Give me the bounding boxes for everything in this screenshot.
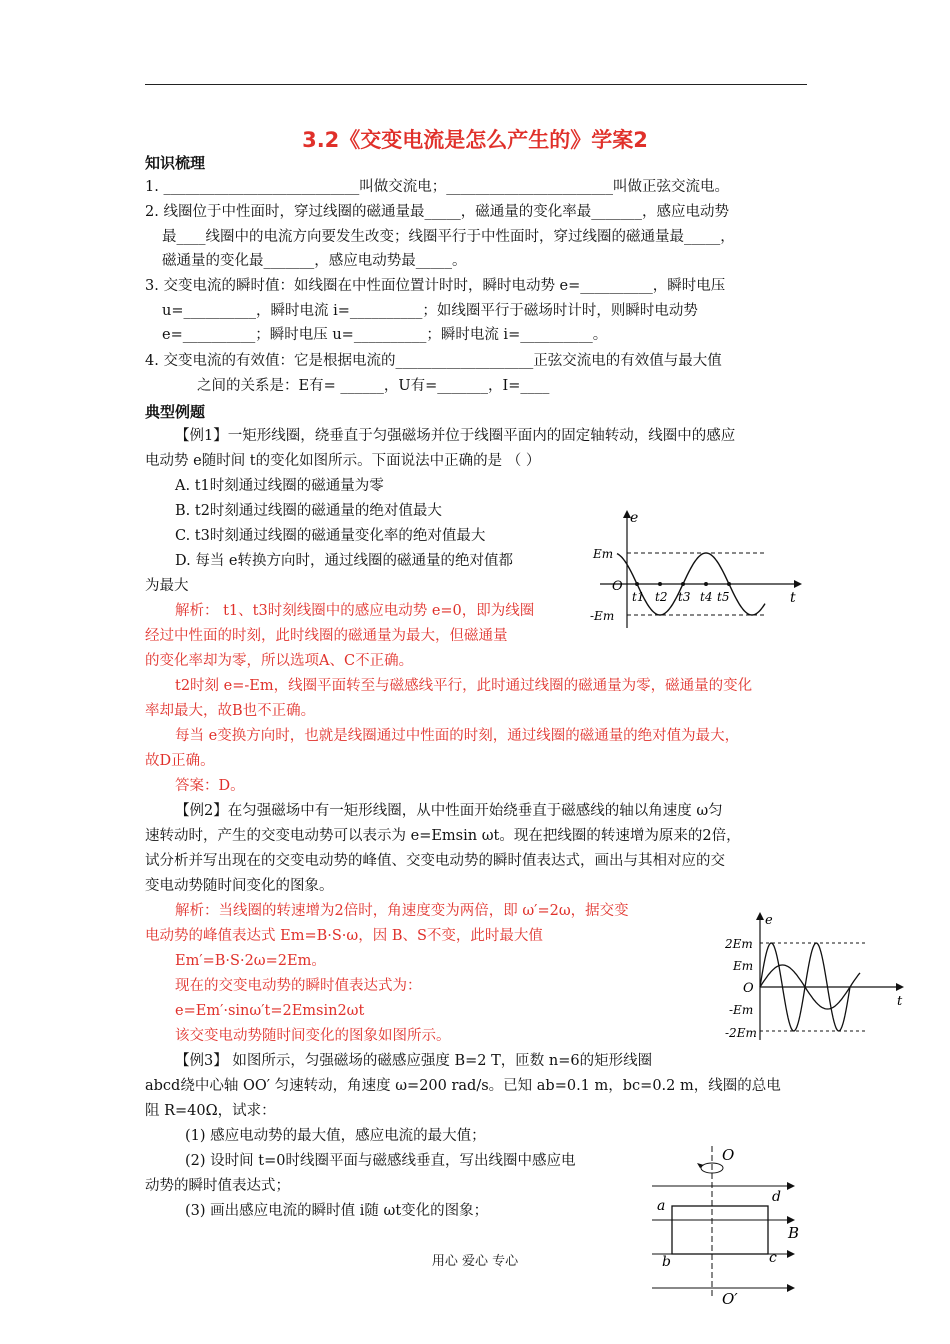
- fig1-tick-t1: [635, 582, 639, 586]
- fig1-t3-label: t3: [678, 590, 691, 604]
- fig2-neg-em-label: -Em: [729, 1003, 754, 1017]
- page-footer: 用心 爱心 专心: [431, 1254, 519, 1269]
- example3-line-2: abcd绕中心轴 OO′ 匀速转动，角速度 ω=200 rad/s。已知 ab=0.1 m，bc=0.2 m，线圈的总电: [145, 1078, 781, 1094]
- example1-option-d-line-1: D. 每当 e转换方向时，通过线圈的磁通量的绝对值都: [175, 553, 514, 569]
- fig2-t-label: t: [897, 994, 903, 1009]
- example2-line-4: 变电动势随时间变化的图象。: [145, 878, 334, 894]
- example2-solution-line-5: e=Em′·sinω′t=2Emsin2ωt: [175, 1003, 365, 1019]
- example2-line-3: 试分析并写出现在的交变电动势的峰值、交变电动势的瞬时值表达式，画出与其相对应的交: [145, 853, 725, 869]
- knowledge-item-3-line-2: u=__________，瞬时电流 i=__________；如线圈平行于磁场时计时，则瞬时电动势: [162, 303, 698, 319]
- fig1-t2-label: t2: [655, 590, 668, 604]
- section-heading-knowledge: 知识梳理: [145, 154, 206, 172]
- fig1-em-label: Em: [593, 547, 614, 561]
- figure-1-emf-graph: [590, 508, 810, 633]
- example2-solution-line-6: 该交变电动势随时间变化的图象如图所示。: [175, 1028, 451, 1044]
- knowledge-item-2-line-3: 磁通量的变化最_______，感应电动势最_____。: [162, 253, 467, 269]
- example1-option-c: C. t3时刻通过线圈的磁通量变化率的绝对值最大: [175, 528, 486, 544]
- example1-solution-line-3: 的变化率却为零，所以选项A、C不正确。: [145, 653, 414, 669]
- example1-solution-line-2: 经过中性面的时刻，此时线圈的磁通量为最大，但磁通量: [145, 628, 508, 644]
- example2-solution-line-4: 现在的交变电动势的瞬时值表达式为：: [175, 978, 422, 994]
- fig2-em-label: Em: [733, 959, 754, 973]
- example2-solution-line-2: 电动势的峰值表达式 Em=B·S·ω，因 B、S不变，此时最大值: [145, 928, 543, 944]
- example3-line-1: 【例3】 如图所示，匀强磁场的磁感应强度 B=2 T，匝数 n=6的矩形线圈: [175, 1053, 653, 1069]
- knowledge-item-4-line-1: 4. 交变电流的有效值：它是根据电流的___________________正弦交流电的有效值与最大值: [145, 353, 722, 369]
- knowledge-item-2-line-2: 最____线圈中的电流方向要发生改变；线圈平行于中性面时，穿过线圈的磁通量最_____，: [162, 229, 735, 245]
- fig3-coil-abcd: [672, 1206, 768, 1254]
- fig3-label-b-field: B: [788, 1224, 800, 1242]
- example1-line-1: 【例1】一矩形线圈，绕垂直于匀强磁场并位于线圈平面内的固定轴转动，线圈中的感应: [175, 428, 736, 444]
- fig1-tick-t4: [704, 582, 708, 586]
- fig3-label-d: d: [772, 1189, 781, 1205]
- fig1-t-axis-arrow: [794, 580, 802, 588]
- fig1-e-label: e: [630, 510, 639, 526]
- fig3-field-arrow-4: [787, 1284, 795, 1292]
- example3-question-1: (1) 感应电动势的最大值，感应电流的最大值；: [185, 1128, 486, 1144]
- fig3-field-arrow-1: [787, 1182, 795, 1190]
- page-title: 3.2《交变电流是怎么产生的》学案2: [302, 128, 648, 152]
- example2-line-1: 【例2】在匀强磁场中有一矩形线圈，从中性面开始绕垂直于磁感线的轴以角速度 ω匀: [175, 803, 723, 819]
- example2-line-2: 速转动时，产生的交变电动势可以表示为 e=Emsin ωt。现在把线圈的转速增为原来的2倍，: [145, 828, 741, 844]
- example2-solution-line-3: Em′=B·S·2ω=2Em。: [175, 953, 326, 969]
- fig1-neg-em-label: -Em: [590, 609, 615, 623]
- fig1-t4-label: t4: [700, 590, 713, 604]
- example2-solution-line-1: 解析：当线圈的转速增为2倍时，角速度变为两倍，即 ω′=2ω，据交变: [175, 903, 629, 919]
- fig1-t1-label: t1: [632, 590, 645, 604]
- header-rule: [145, 84, 807, 85]
- knowledge-item-2-line-1: 2. 线圈位于中性面时，穿过线圈的磁通量最_____，磁通量的变化率最_______，感应电动势: [145, 204, 729, 220]
- example3-question-2-line-1: (2) 设时间 t=0时线圈平面与磁感线垂直，写出线圈中感应电: [185, 1153, 576, 1169]
- fig3-label-c: c: [769, 1250, 777, 1266]
- figure-2-doubled-emf-graph: [725, 910, 910, 1045]
- knowledge-item-3-line-3: e=__________；瞬时电压 u=__________；瞬时电流 i=__________。: [162, 327, 608, 343]
- fig1-t-label: t: [790, 590, 796, 606]
- example1-solution-line-1: 解析： t1、t3时刻线圈中的感应电动势 e=0，即为线圈: [175, 603, 535, 619]
- fig2-origin-label: O: [743, 981, 754, 996]
- example1-option-a: A. t1时刻通过线圈的磁通量为零: [175, 478, 384, 494]
- example1-solution-line-7: 故D正确。: [145, 753, 215, 769]
- fig3-field-arrow-3: [787, 1250, 795, 1258]
- fig1-tick-t5: [727, 582, 731, 586]
- fig3-label-o: O: [722, 1146, 735, 1164]
- fig3-rotation-arrowhead-icon: [697, 1163, 704, 1168]
- fig2-e-axis-arrow: [756, 912, 764, 920]
- example3-question-2-line-2: 动势的瞬时值表达式；: [145, 1178, 290, 1194]
- fig1-t5-label: t5: [717, 590, 730, 604]
- fig2-e-label: e: [765, 913, 773, 928]
- example1-answer: 答案：D。: [175, 778, 245, 794]
- knowledge-item-4-line-2: 之间的关系是：E有= ______，U有=_______，I=____: [197, 378, 550, 394]
- fig1-tick-t3: [681, 582, 685, 586]
- section-heading-examples: 典型例题: [145, 403, 206, 421]
- figure-3-coil-diagram: [650, 1138, 810, 1308]
- example1-option-d-line-2: 为最大: [145, 578, 189, 594]
- knowledge-item-3-line-1: 3. 交变电流的瞬时值：如线圈在中性面位置计时时，瞬时电动势 e=__________，瞬时电压: [145, 278, 726, 294]
- fig1-tick-t2: [658, 582, 662, 586]
- example3-question-3: (3) 画出感应电流的瞬时值 i随 ωt变化的图象；: [185, 1203, 489, 1219]
- example1-option-b: B. t2时刻通过线圈的磁通量的绝对值最大: [175, 503, 442, 519]
- fig2-neg-2em-label: -2Em: [725, 1026, 757, 1040]
- example1-solution-line-4: t2时刻 e=-Em，线圈平面转至与磁感线平行，此时通过线圈的磁通量为零，磁通量的变化: [175, 678, 753, 694]
- fig1-origin-label: O: [612, 579, 623, 594]
- fig3-label-a: a: [657, 1198, 666, 1214]
- example1-solution-line-6: 每当 e变换方向时，也就是线圈通过中性面的时刻，通过线圈的磁通量的绝对值为最大，: [175, 728, 740, 744]
- fig3-label-o-prime: O′: [722, 1290, 738, 1308]
- fig2-t-axis-arrow: [896, 983, 904, 991]
- example1-line-2: 电动势 e随时间 t的变化如图所示。下面说法中正确的是 （ ）: [145, 453, 541, 469]
- example3-line-3: 阻 R=40Ω，试求：: [145, 1103, 276, 1119]
- fig3-field-arrow-2: [787, 1216, 795, 1224]
- example1-solution-line-5: 率却最大，故B也不正确。: [145, 703, 316, 719]
- fig3-label-b: b: [662, 1254, 671, 1270]
- knowledge-item-1: 1. ___________________________叫做交流电；_______________________叫做正弦交流电。: [145, 179, 729, 195]
- fig2-2em-label: 2Em: [725, 937, 753, 951]
